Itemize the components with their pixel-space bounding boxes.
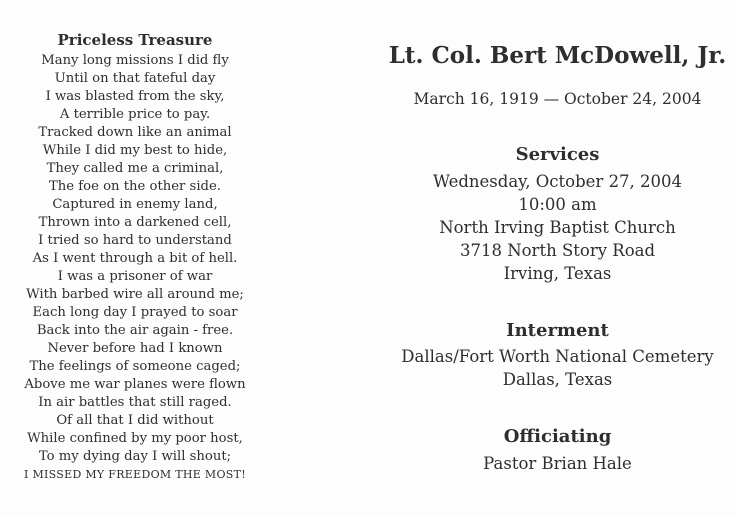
- poem-line: In air battles that still raged.: [38, 395, 232, 410]
- poem-line: Tracked down like an animal: [38, 125, 232, 140]
- poem-line: Above me war planes were flown: [24, 377, 246, 392]
- poem-panel: [0, 30, 270, 484]
- poem-line: While I did my best to hide,: [42, 143, 228, 158]
- poem-line: With barbed wire all around me;: [26, 287, 244, 302]
- poem-line: The feelings of someone caged;: [29, 359, 241, 374]
- life-dates: March 16, 1919 — October 24, 2004: [413, 90, 702, 108]
- poem-line: Of all that I did without: [56, 413, 214, 428]
- poem-line: Each long day I prayed to soar: [32, 305, 238, 320]
- poem-line: Never before had I known: [47, 341, 223, 356]
- officiating-heading: Officiating: [503, 426, 612, 447]
- poem-line: Back into the air again - free.: [36, 323, 234, 338]
- poem-line: Thrown into a darkened cell,: [38, 215, 232, 230]
- services-date: Wednesday, October 27, 2004: [432, 172, 683, 191]
- services-heading: Services: [515, 144, 600, 165]
- officiant-name: Pastor Brian Hale: [483, 454, 632, 473]
- deceased-name: Lt. Col. Bert McDowell, Jr.: [388, 42, 727, 69]
- services-info: [380, 170, 735, 285]
- services-address: 3718 North Story Road: [459, 241, 656, 260]
- poem-line: Many long missions I did fly: [41, 53, 229, 68]
- poem-line: While confined by my poor host,: [27, 431, 243, 446]
- poem-line: To my dying day I will shout;: [38, 449, 232, 464]
- interment-city: Dallas, Texas: [502, 370, 613, 389]
- poem-title: Priceless Treasure: [57, 31, 213, 49]
- services-venue: North Irving Baptist Church: [439, 218, 676, 237]
- poem-line: They called me a criminal,: [46, 161, 224, 176]
- poem-line: I MISSED MY FREEDOM THE MOST!: [24, 468, 246, 481]
- services-time: 10:00 am: [518, 195, 597, 214]
- poem-line: The foe on the other side.: [49, 179, 221, 194]
- interment-cemetery: Dallas/Fort Worth National Cemetery: [401, 347, 714, 366]
- services-city: Irving, Texas: [503, 264, 612, 283]
- interment-heading: Interment: [506, 320, 609, 341]
- officiating-info: [380, 452, 735, 475]
- poem-lines: [0, 52, 270, 484]
- poem-line: I was a prisoner of war: [57, 269, 213, 284]
- poem-line: I tried so hard to understand: [38, 233, 232, 248]
- poem-line: A terrible price to pay.: [59, 107, 211, 122]
- poem-line: Until on that fateful day: [54, 71, 216, 86]
- poem-line: I was blasted from the sky,: [45, 89, 225, 104]
- poem-line: Captured in enemy land,: [52, 197, 218, 212]
- interment-info: [380, 345, 735, 391]
- poem-line: As I went through a bit of hell.: [32, 251, 238, 266]
